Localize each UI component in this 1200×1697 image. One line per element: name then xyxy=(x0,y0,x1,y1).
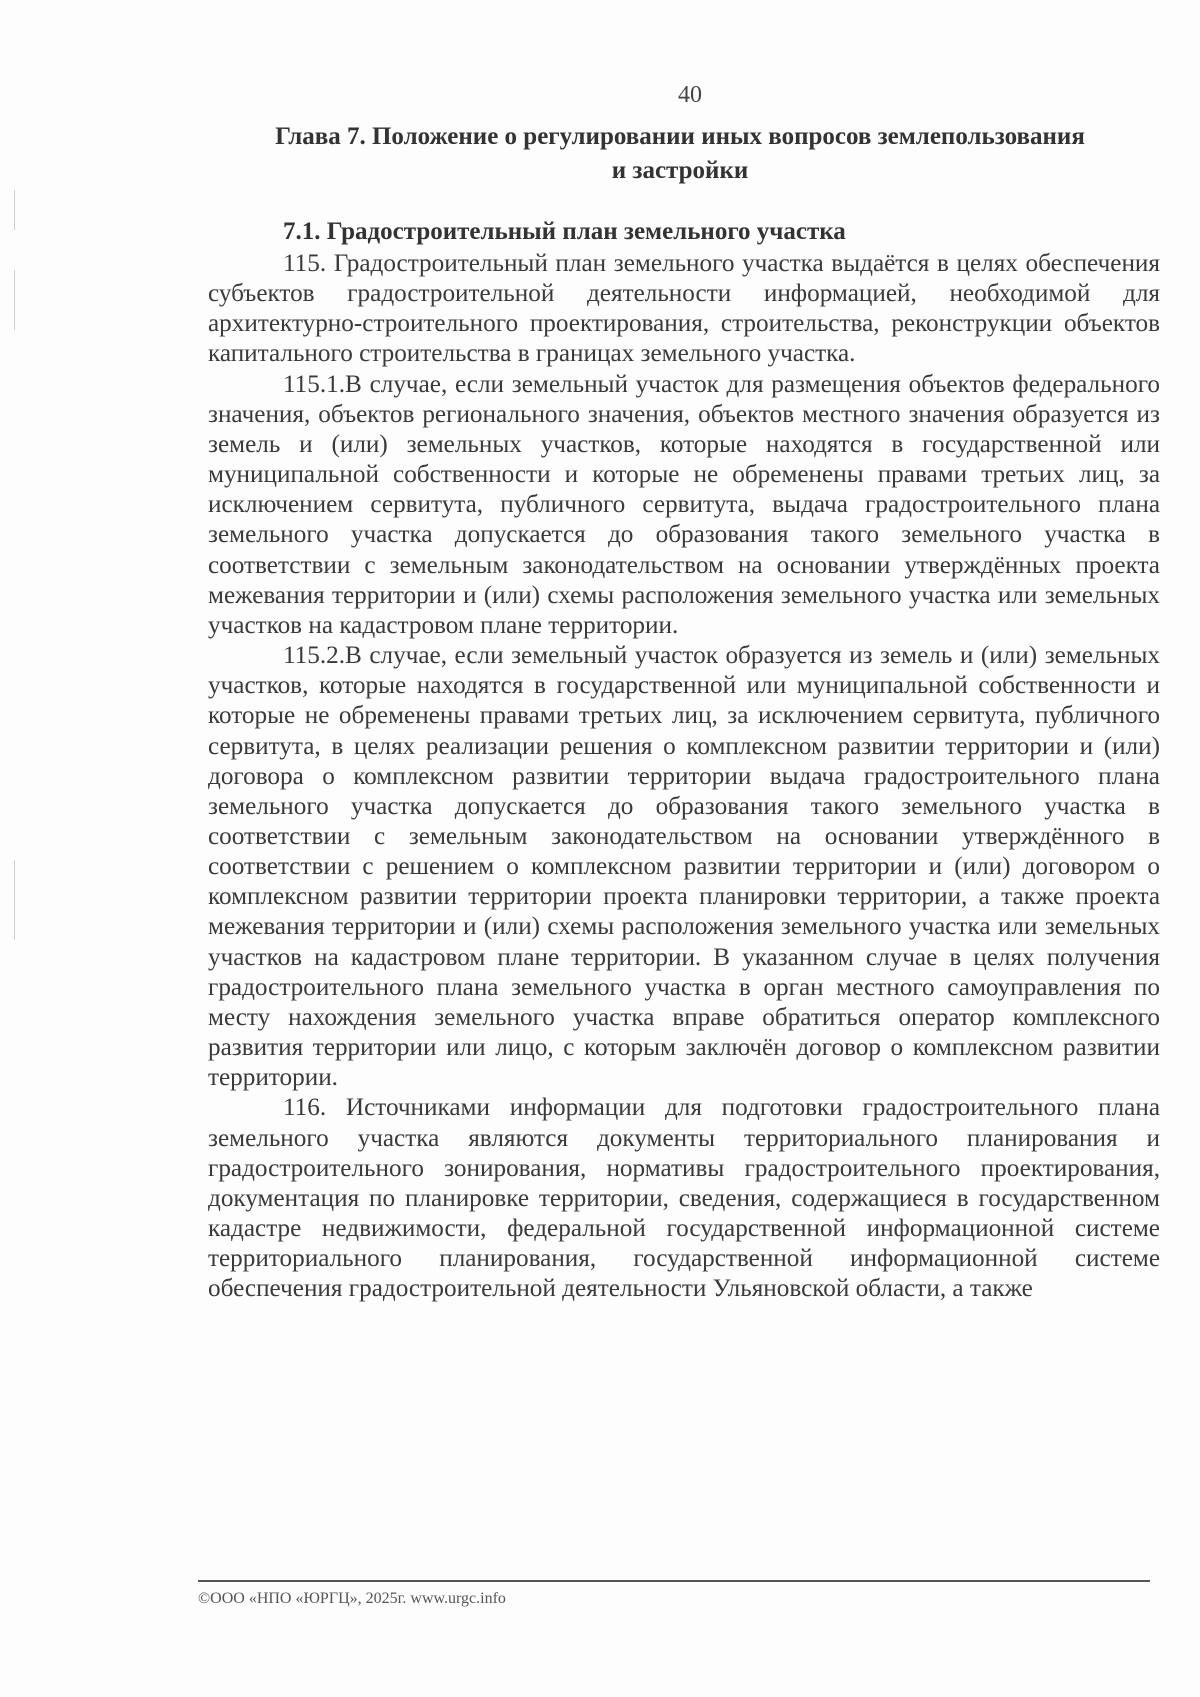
section-title: 7.1. Градостроительный план земельного участка xyxy=(283,218,846,245)
chapter-title-line-2: и застройки xyxy=(611,157,749,184)
footer-divider xyxy=(198,1580,1150,1582)
scan-edge-mark xyxy=(14,860,15,940)
paragraph-115-1: 115.1.В случае, если земельный участок для размещения объектов федерального значения, объектов регионального значения, объектов местного значения образуется из земель и (или) земельных участков, которые находятся в государственной или муниципальной собственности и которые не обременены правами третьих лиц, за исключением сервитута, публичного сервитута, выдача градостроительного плана земельного участка допускается до образования такого земельного участка в соответствии с земельным законодательством на основании утверждённых проекта межевания территории и (или) схемы расположения земельного участка или земельных участков на кадастровом плане территории. xyxy=(208,370,1160,639)
footer-copyright: ©ООО «НПО «ЮРГЦ», 2025г. www.urgc.info xyxy=(198,1590,506,1607)
chapter-title-line-1: Глава 7. Положение о регулировании иных вопросов землепользования xyxy=(275,123,1085,150)
paragraph-115-2: 115.2.В случае, если земельный участок образуется из земель и (или) земельных участков, которые находятся в государственной или муниципальной собственности и которые не обременены правами третьих лиц, за исключением сервитута, публичного сервитута, в целях реализации решения о комплексном развитии территории и (или) договора о комплексном развитии территории выдача градостроительного плана земельного участка допускается до образования такого земельного участка в соответствии с земельным законодательством на основании утверждённого в соответствии с решением о комплексном развитии территории и (или) договором о комплексном развитии территории проекта планировки территории, а также проекта межевания территории и (или) схемы расположения земельного участка или земельных участков на кадастровом плане территории. В указанном случае в целях получения градостроительного плана земельного участка в орган местного самоуправления по месту нахождения земельного участка вправе обратиться оператор комплексного развития территории или лицо, с которым заключён договор о комплексном развитии территории. xyxy=(208,642,1160,1092)
paragraph-116: 116. Источниками информации для подготовки градостроительного плана земельного участка являются документы территориального планирования и градостроительного зонирования, нормативы градостроительного проектирования, документация по планировке территории, сведения, содержащиеся в государственном кадастре недвижимости, федеральной государственной информационной системе территориального планирования, государственной информационной системе обеспечения градостроительной деятельности Ульяновской области, а также xyxy=(208,1094,1160,1303)
chapter-title xyxy=(200,120,1160,188)
page-number: 40 xyxy=(678,82,702,108)
paragraph-115: 115. Градостроительный план земельного участка выдаётся в целях обеспечения субъектов градостроительной деятельности информацией, необходимой для архитектурно-строительного проектирования, строительства, реконструкции объектов капитального строительства в границах земельного участка. xyxy=(208,250,1160,368)
scan-edge-mark xyxy=(14,190,15,230)
body-text xyxy=(208,249,1160,1304)
scan-edge-mark xyxy=(14,270,15,330)
